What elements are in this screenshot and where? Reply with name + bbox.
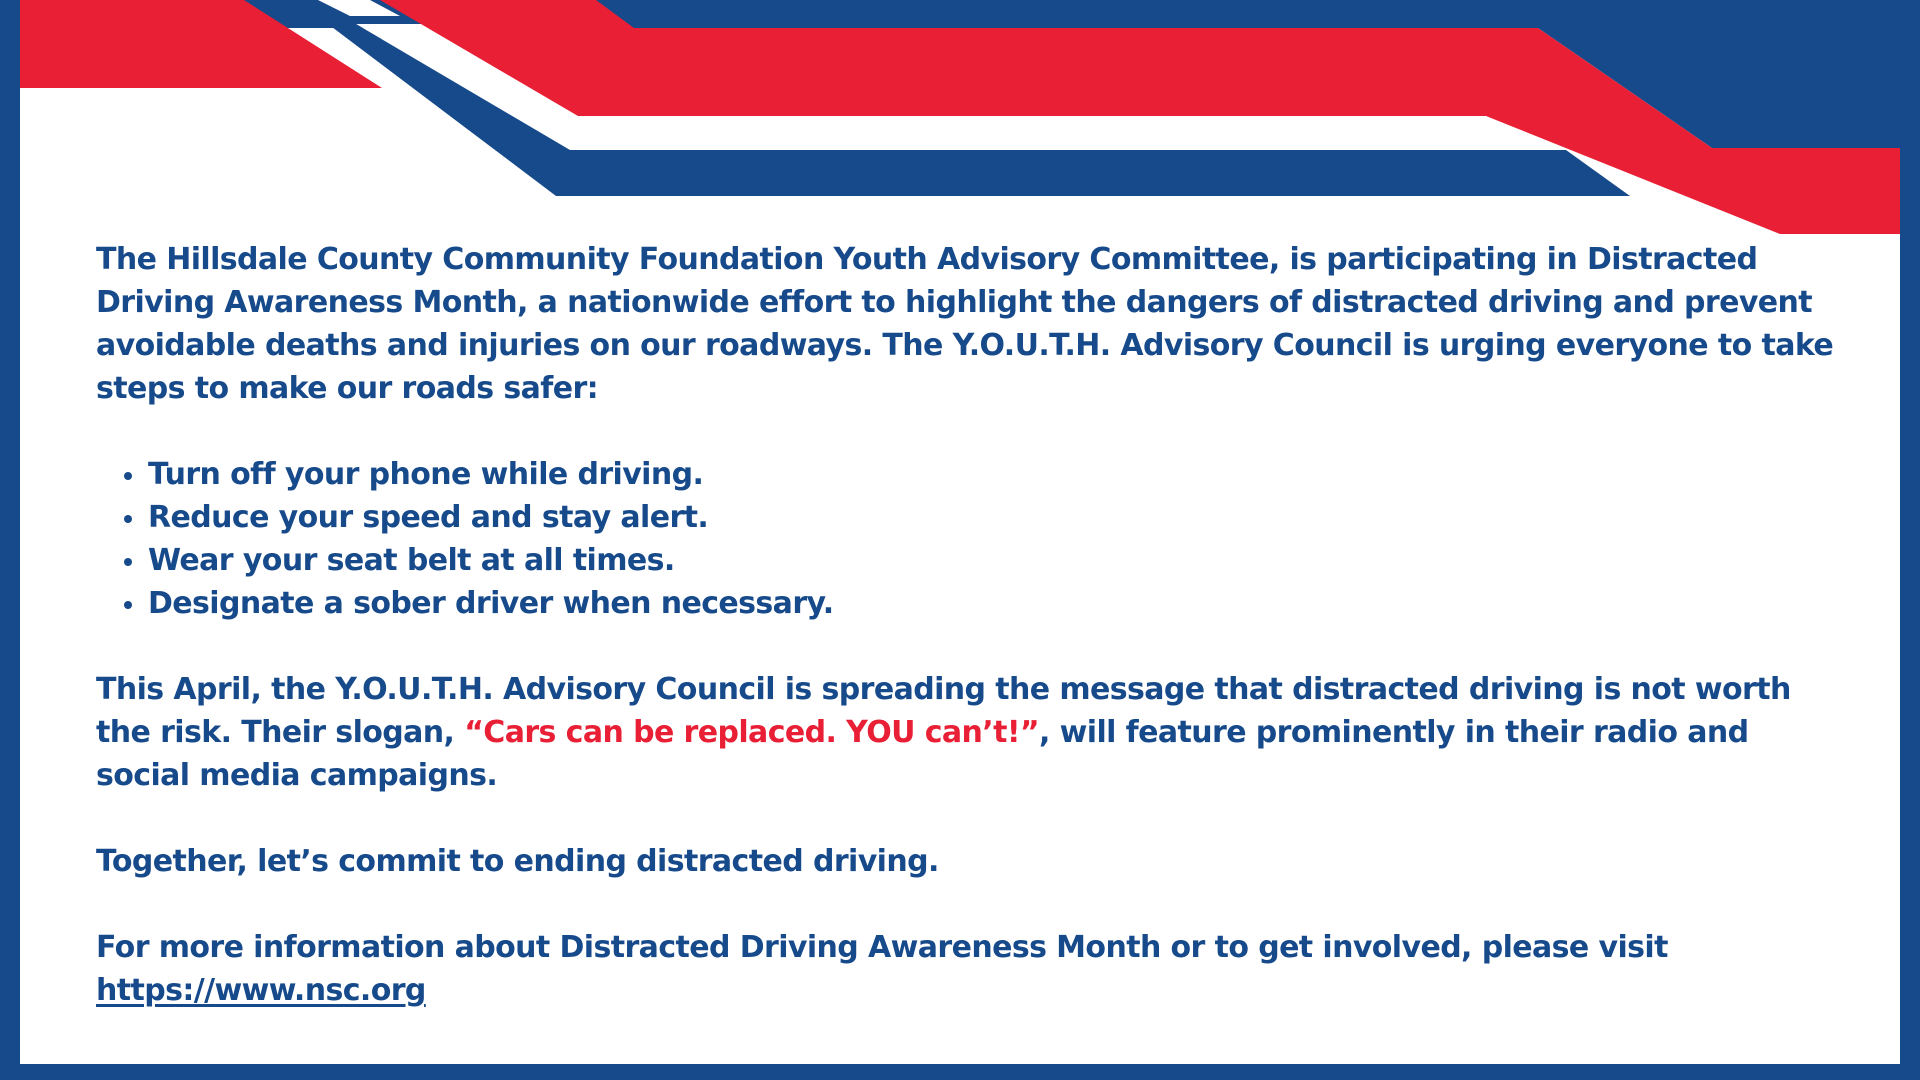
more-info-link-line	[96, 969, 1836, 1012]
frame-right-border	[1900, 0, 1920, 1080]
frame-bottom-border	[0, 1064, 1920, 1080]
april-campaign-paragraph	[96, 668, 1836, 797]
decorative-stripe-banner	[0, 0, 1920, 240]
announcement-body	[96, 238, 1836, 1012]
frame-left-border	[0, 0, 20, 1080]
spacer	[96, 625, 1836, 668]
list-item: Designate a sober driver when necessary.	[148, 582, 1836, 625]
spacer	[96, 883, 1836, 926]
more-info-paragraph: For more information about Distracted Driving Awareness Month or to get involved, please visit	[96, 930, 1668, 965]
april-text-after: , will feature prominently in their radio and social media campaigns.	[96, 715, 1749, 793]
nsc-website-link[interactable]: https://www.nsc.org	[96, 973, 426, 1008]
list-item: Reduce your speed and stay alert.	[148, 496, 1836, 539]
intro-paragraph: The Hillsdale County Community Foundation Youth Advisory Committee, is participating in Distracted Driving Awareness Month, a nationwide effort to highlight the dangers of distracted driving and prevent avoidable deaths and injuries on our roadways. The Y.O.U.T.H. Advisory Council is urging everyone to take steps to make our roads safer:	[96, 242, 1834, 406]
april-text-before: This April, the Y.O.U.T.H. Advisory Council is spreading the message that distracted driving is not worth the risk. Their slogan,	[96, 672, 1791, 750]
campaign-slogan: “Cars can be replaced. YOU can’t!”	[464, 715, 1040, 750]
together-paragraph: Together, let’s commit to ending distracted driving.	[96, 844, 939, 879]
spacer	[96, 797, 1836, 840]
list-item: Wear your seat belt at all times.	[148, 539, 1836, 582]
safety-tips-list	[96, 453, 1836, 625]
spacer	[96, 410, 1836, 453]
list-item: Turn off your phone while driving.	[148, 453, 1836, 496]
